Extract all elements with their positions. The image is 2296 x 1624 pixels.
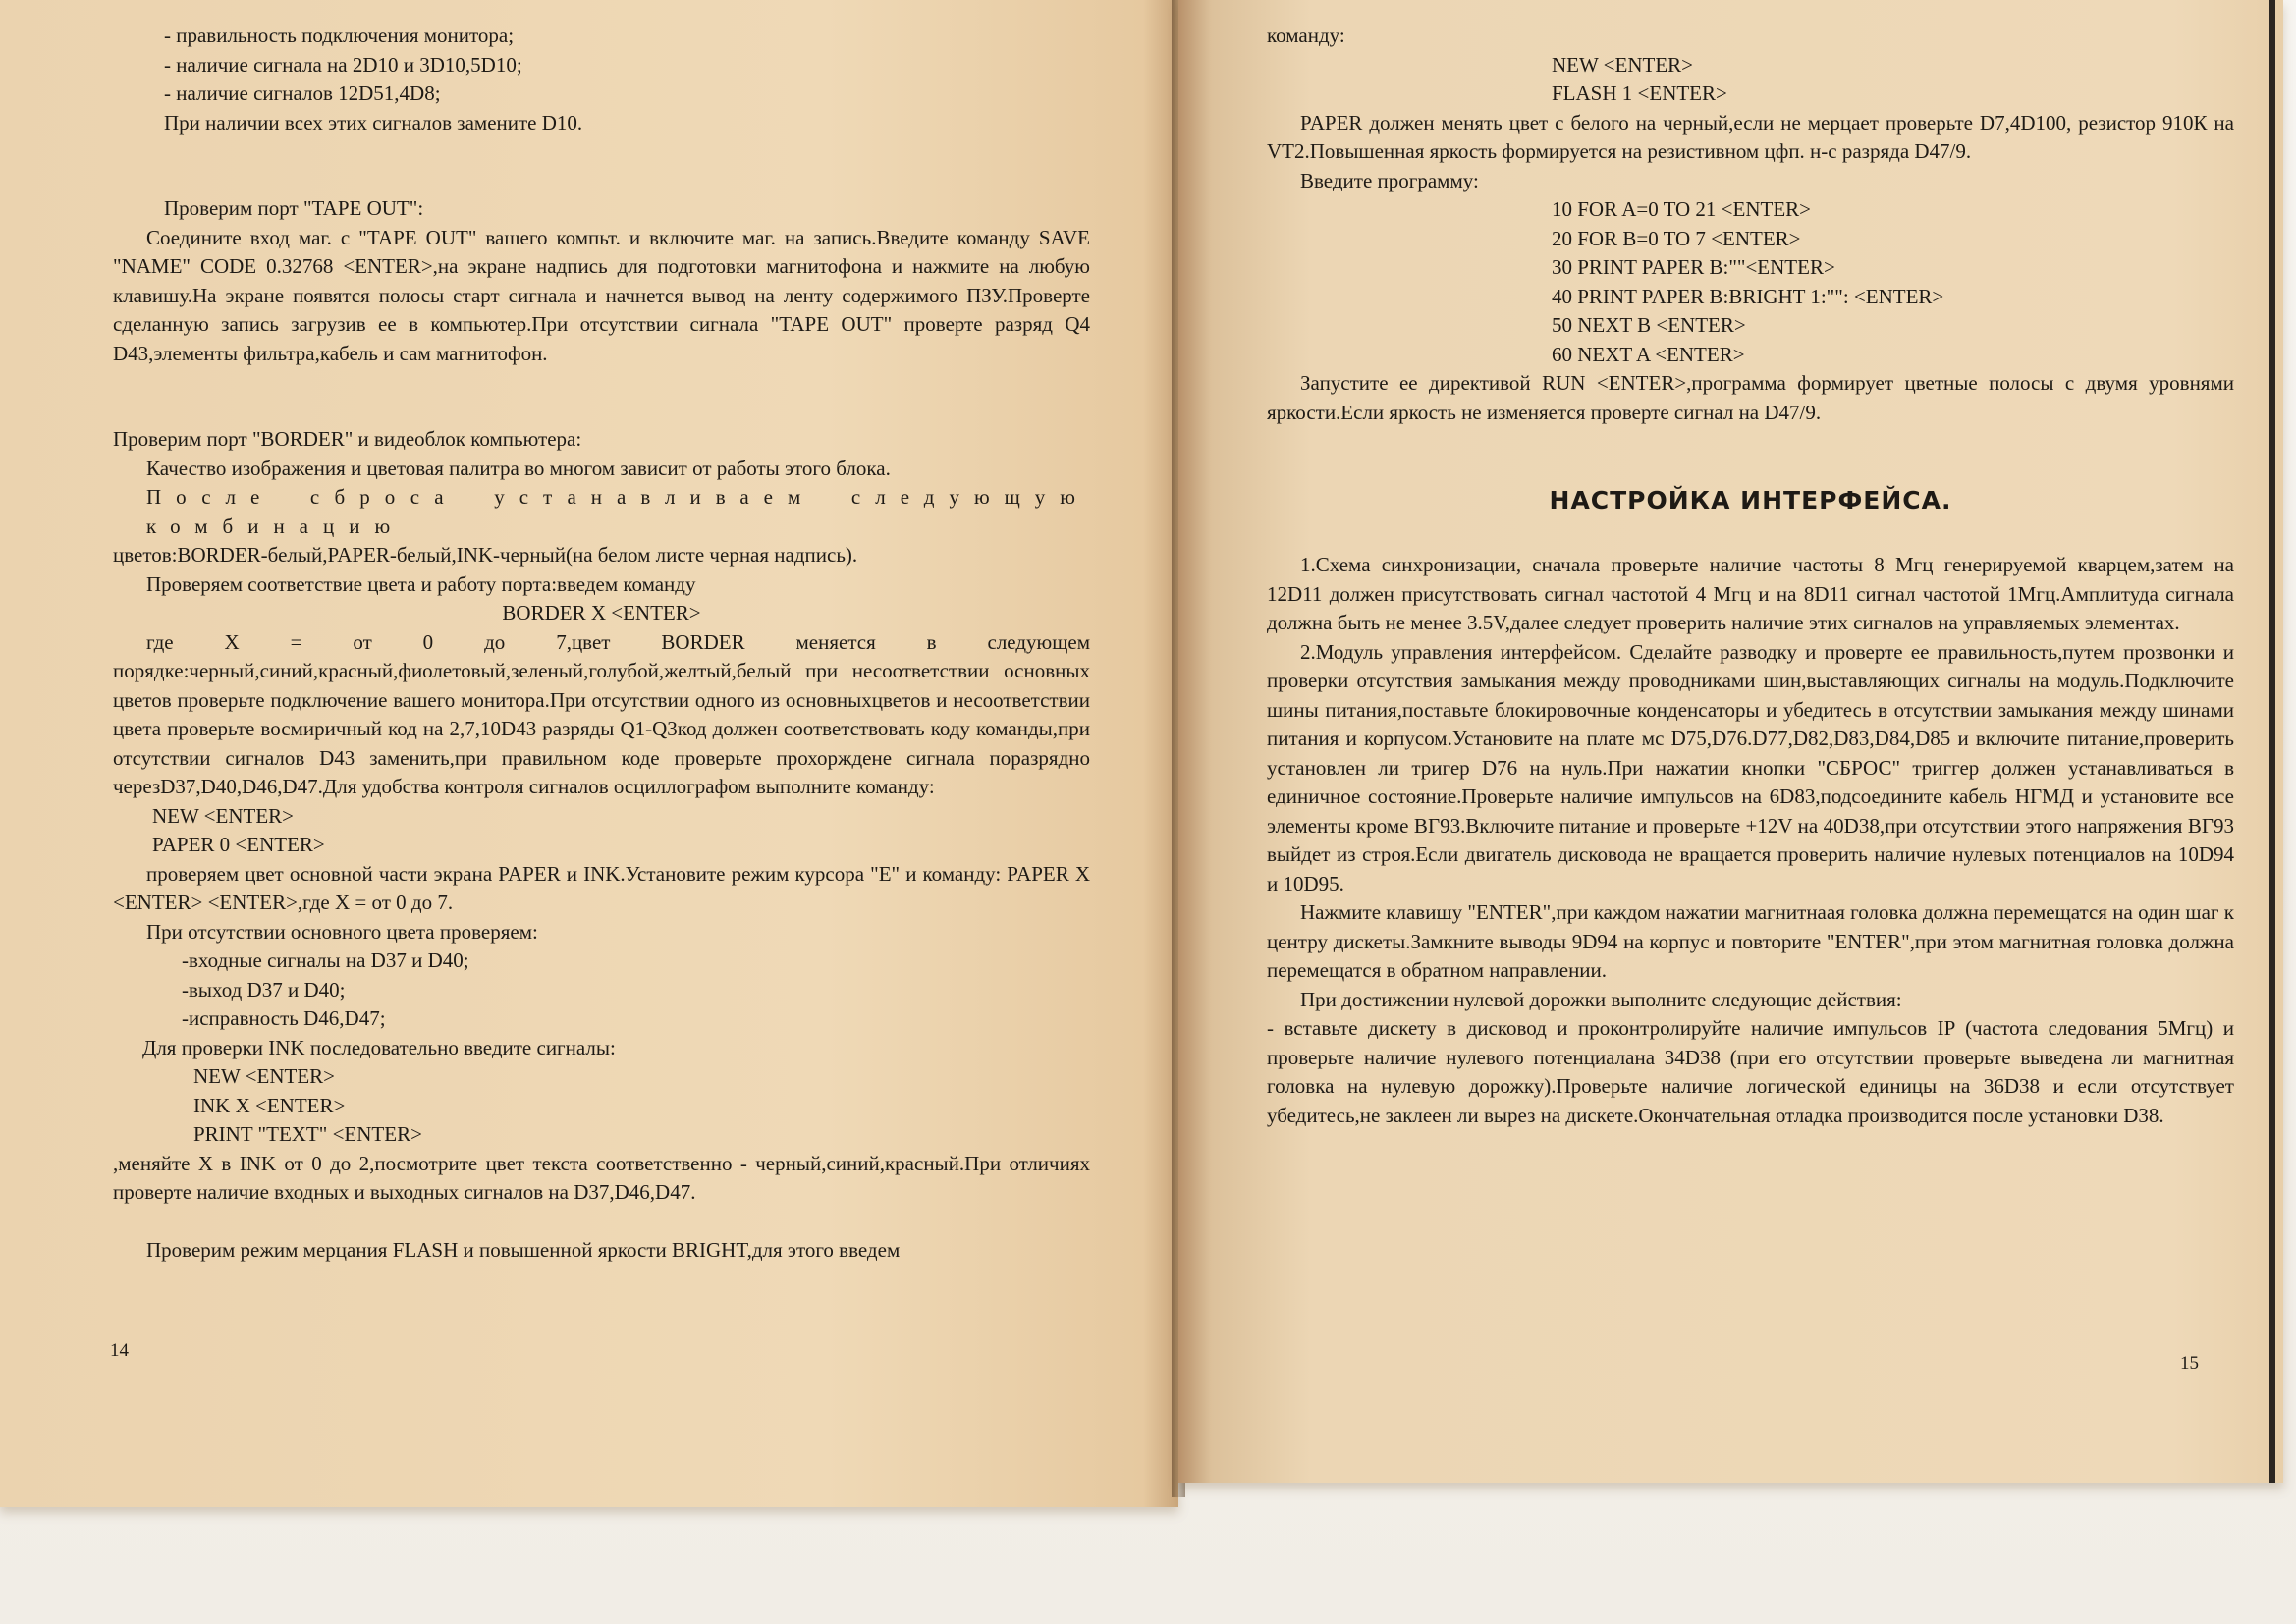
paragraph: ,меняйте X в INK от 0 до 2,посмотрите цвет текста соответственно - черный,синий,красный.При отличиях проверте наличие входных и выходных сигналов на D37,D46,D47. xyxy=(113,1151,1090,1204)
right-page xyxy=(1178,0,2283,1483)
paragraph: - вставьте дискету в дисковод и проконтролируйте наличие импульсов IP (частота следования 5Мгц) и проверьте наличие нулевого потенциалана 34D38 (при его отсутствии проверьте выведена ли магнитная головка на нулевую дорожку).Проверьте наличие логической единицы на 36D38 и если отсутствует убедитесь,не заклеен ли вырез на дискете.Окончательная отладка производится после установки D38. xyxy=(1267,1016,2234,1127)
code-line: NEW <ENTER> xyxy=(152,803,295,828)
list-item: -исправность D46,D47; xyxy=(182,1006,386,1030)
code-line: INK X <ENTER> xyxy=(193,1093,346,1117)
section-title: Проверим порт "BORDER" и видеоблок компьютера: xyxy=(113,427,582,451)
paragraph: Проверяем соответствие цвета и работу порта:введем команду xyxy=(146,571,696,596)
code-line: 40 PRINT PAPER B:BRIGHT 1:"": <ENTER> xyxy=(1552,284,1944,308)
paragraph: Нажмите клавишу "ENTER",при каждом нажатии магнитнаая головка должна перемещатся на один шаг к центру дискеты.Замкните выводы 9D94 на корпус и повторите "ENTER",при этом магнитная головка должна перемещатся в обратном направлении. xyxy=(1267,900,2234,982)
code-line: 50 NEXT B <ENTER> xyxy=(1552,313,1746,337)
paragraph: Проверим режим мерцания FLASH и повышенной яркости BRIGHT,для этого введем xyxy=(146,1237,901,1262)
code-line: 60 NEXT A <ENTER> xyxy=(1552,342,1745,366)
paragraph: После сброса устанавливаем следующую комбинацию xyxy=(146,485,1090,538)
paragraph: проверяем цвет основной части экрана PAPER и INK.Установите режим курсора "E" и команду: PAPER X <ENTER> <ENTER>,где X = от 0 до 7. xyxy=(113,861,1090,914)
section-heading: НАСТРОЙКА ИНТЕРФЕЙСА. xyxy=(1549,486,1952,514)
paragraph: 2.Модуль управления интерфейсом. Сделайте разводку и проверте ее правильность,путем прозвонки и проверки отсутствия замыкания между проводниками шин,выставляющих сигналы на модуль.Подключите шины питания,поставьте блокировочные конденсаторы и убедитесь в отсутствии замыкания между шинами питания и корпусом.Установите на плате мс D75,D76.D77,D82,D83,D84,D85 и включите питание,проверить установлен ли тригер D76 на нуль.При нажатии кнопки "СБРОС" триггер должен устанавливаться в единичное состояние.Проверьте наличие импульсов на 6D83,подсоедините кабель НГМД и установите все элементы кроме ВГ93.Включите питание и проверьте +12V на 40D38,при отсутствии этого напряжения ВГ93 выйдет из строя.Если двигатель дисковода не вращается проверить наличие нулевых потенциалов на 10D94 и 10D95. xyxy=(1267,639,2234,895)
paragraph: Запустите ее директивой RUN <ENTER>,программа формирует цветные полосы с двумя уровнями яркости.Если яркость не изменяется проверте сигнал на D47/9. xyxy=(1267,371,2234,424)
text-line: - наличие сигнала на 2D10 и 3D10,5D10; xyxy=(164,52,522,77)
text-line: команду: xyxy=(1267,24,1345,47)
code-line: NEW <ENTER> xyxy=(193,1064,336,1088)
paragraph: цветов:BORDER-белый,PAPER-белый,INK-черный(на белом листе черная надпись). xyxy=(113,543,858,567)
code-line: BORDER X <ENTER> xyxy=(502,601,701,624)
text-line: - правильность подключения монитора; xyxy=(164,24,515,47)
page-edge xyxy=(2269,0,2275,1483)
paragraph: где X = от 0 до 7,цвет BORDER меняется в следующем порядке:черный,синий,красный,фиолетовый,зеленый,голубой,желтый,белый при несоответствии основных цветов проверьте подключение вашего монитора.При отсутствии одного из основныхцветов и несоответствии цвета проверьте восмиричный код на 2,7,10D43 разряды Q1-Q3код должен соответствовать коду команды,при отсутствии сигналов D43 заменить,при правильном коде проверьте прохорждене сигнала поразрядно черезD37,D40,D46,D47.Для удобства контроля сигналов осциллографом выполните команду: xyxy=(113,629,1090,798)
page-number: 15 xyxy=(2180,1353,2199,1374)
page-number: 14 xyxy=(110,1340,129,1361)
paragraph: Соедините вход маг. с "TAPE OUT" вашего компьт. и включите маг. на запись.Введите команду SAVE "NAME" CODE 0.32768 <ENTER>,на экране надпись для подготовки магнитофона и нажмите на любую клавишу.На экране появятся полосы старт сигнала и начнется вывод на ленту содержимого ПЗУ.Проверте сделанную запись загрузив ее в компьютер.При отсутствии сигнала "TAPE OUT" проверте разряд Q4 D43,элементы фильтра,кабель и сам магнитофон. xyxy=(113,225,1090,365)
paragraph: Качество изображения и цветовая палитра во многом зависит от работы этого блока. xyxy=(146,456,891,480)
code-line: NEW <ENTER> xyxy=(1552,52,1694,77)
paragraph: Для проверки INK последовательно введите сигналы: xyxy=(142,1035,616,1059)
list-item: -выход D37 и D40; xyxy=(182,977,346,1001)
code-line: 30 PRINT PAPER B:""<ENTER> xyxy=(1552,255,1835,279)
section-title: Проверим порт "TAPE OUT": xyxy=(164,196,424,220)
paragraph: Введите программу: xyxy=(1300,168,1479,192)
paragraph: PAPER должен менять цвет с белого на черный,если не мерцает проверьте D7,4D100, резистор 910К на VT2.Повышенная яркость формируется на резистивном цфп. н-с разряда D47/9. xyxy=(1267,110,2234,163)
paragraph: При отсутствии основного цвета проверяем: xyxy=(146,919,538,944)
paragraph: При достижении нулевой дорожки выполните следующие действия: xyxy=(1300,987,1902,1011)
left-page xyxy=(0,0,1178,1507)
text-line: При наличии всех этих сигналов замените D10. xyxy=(164,110,583,135)
text-line: - наличие сигналов 12D51,4D8; xyxy=(164,81,441,105)
paragraph: 1.Схема синхронизации, сначала проверьте наличие частоты 8 Мгц генерируемой кварцем,затем на 12D11 должен присутствовать сигнал частотой 4 Мгц и на 8D11 сигнал частотой 1Мгц.Амплитуда сигнала должна быть не менее 3.5V,далее следует проверить наличие этих сигналов на управляемых элементах. xyxy=(1267,553,2234,634)
code-line: 20 FOR B=0 TO 7 <ENTER> xyxy=(1552,226,1801,250)
code-line: FLASH 1 <ENTER> xyxy=(1552,81,1727,105)
code-line: 10 FOR A=0 TO 21 <ENTER> xyxy=(1552,197,1812,221)
code-line: PRINT "TEXT" <ENTER> xyxy=(193,1122,422,1146)
list-item: -входные сигналы на D37 и D40; xyxy=(182,948,469,972)
code-line: PAPER 0 <ENTER> xyxy=(152,833,325,856)
